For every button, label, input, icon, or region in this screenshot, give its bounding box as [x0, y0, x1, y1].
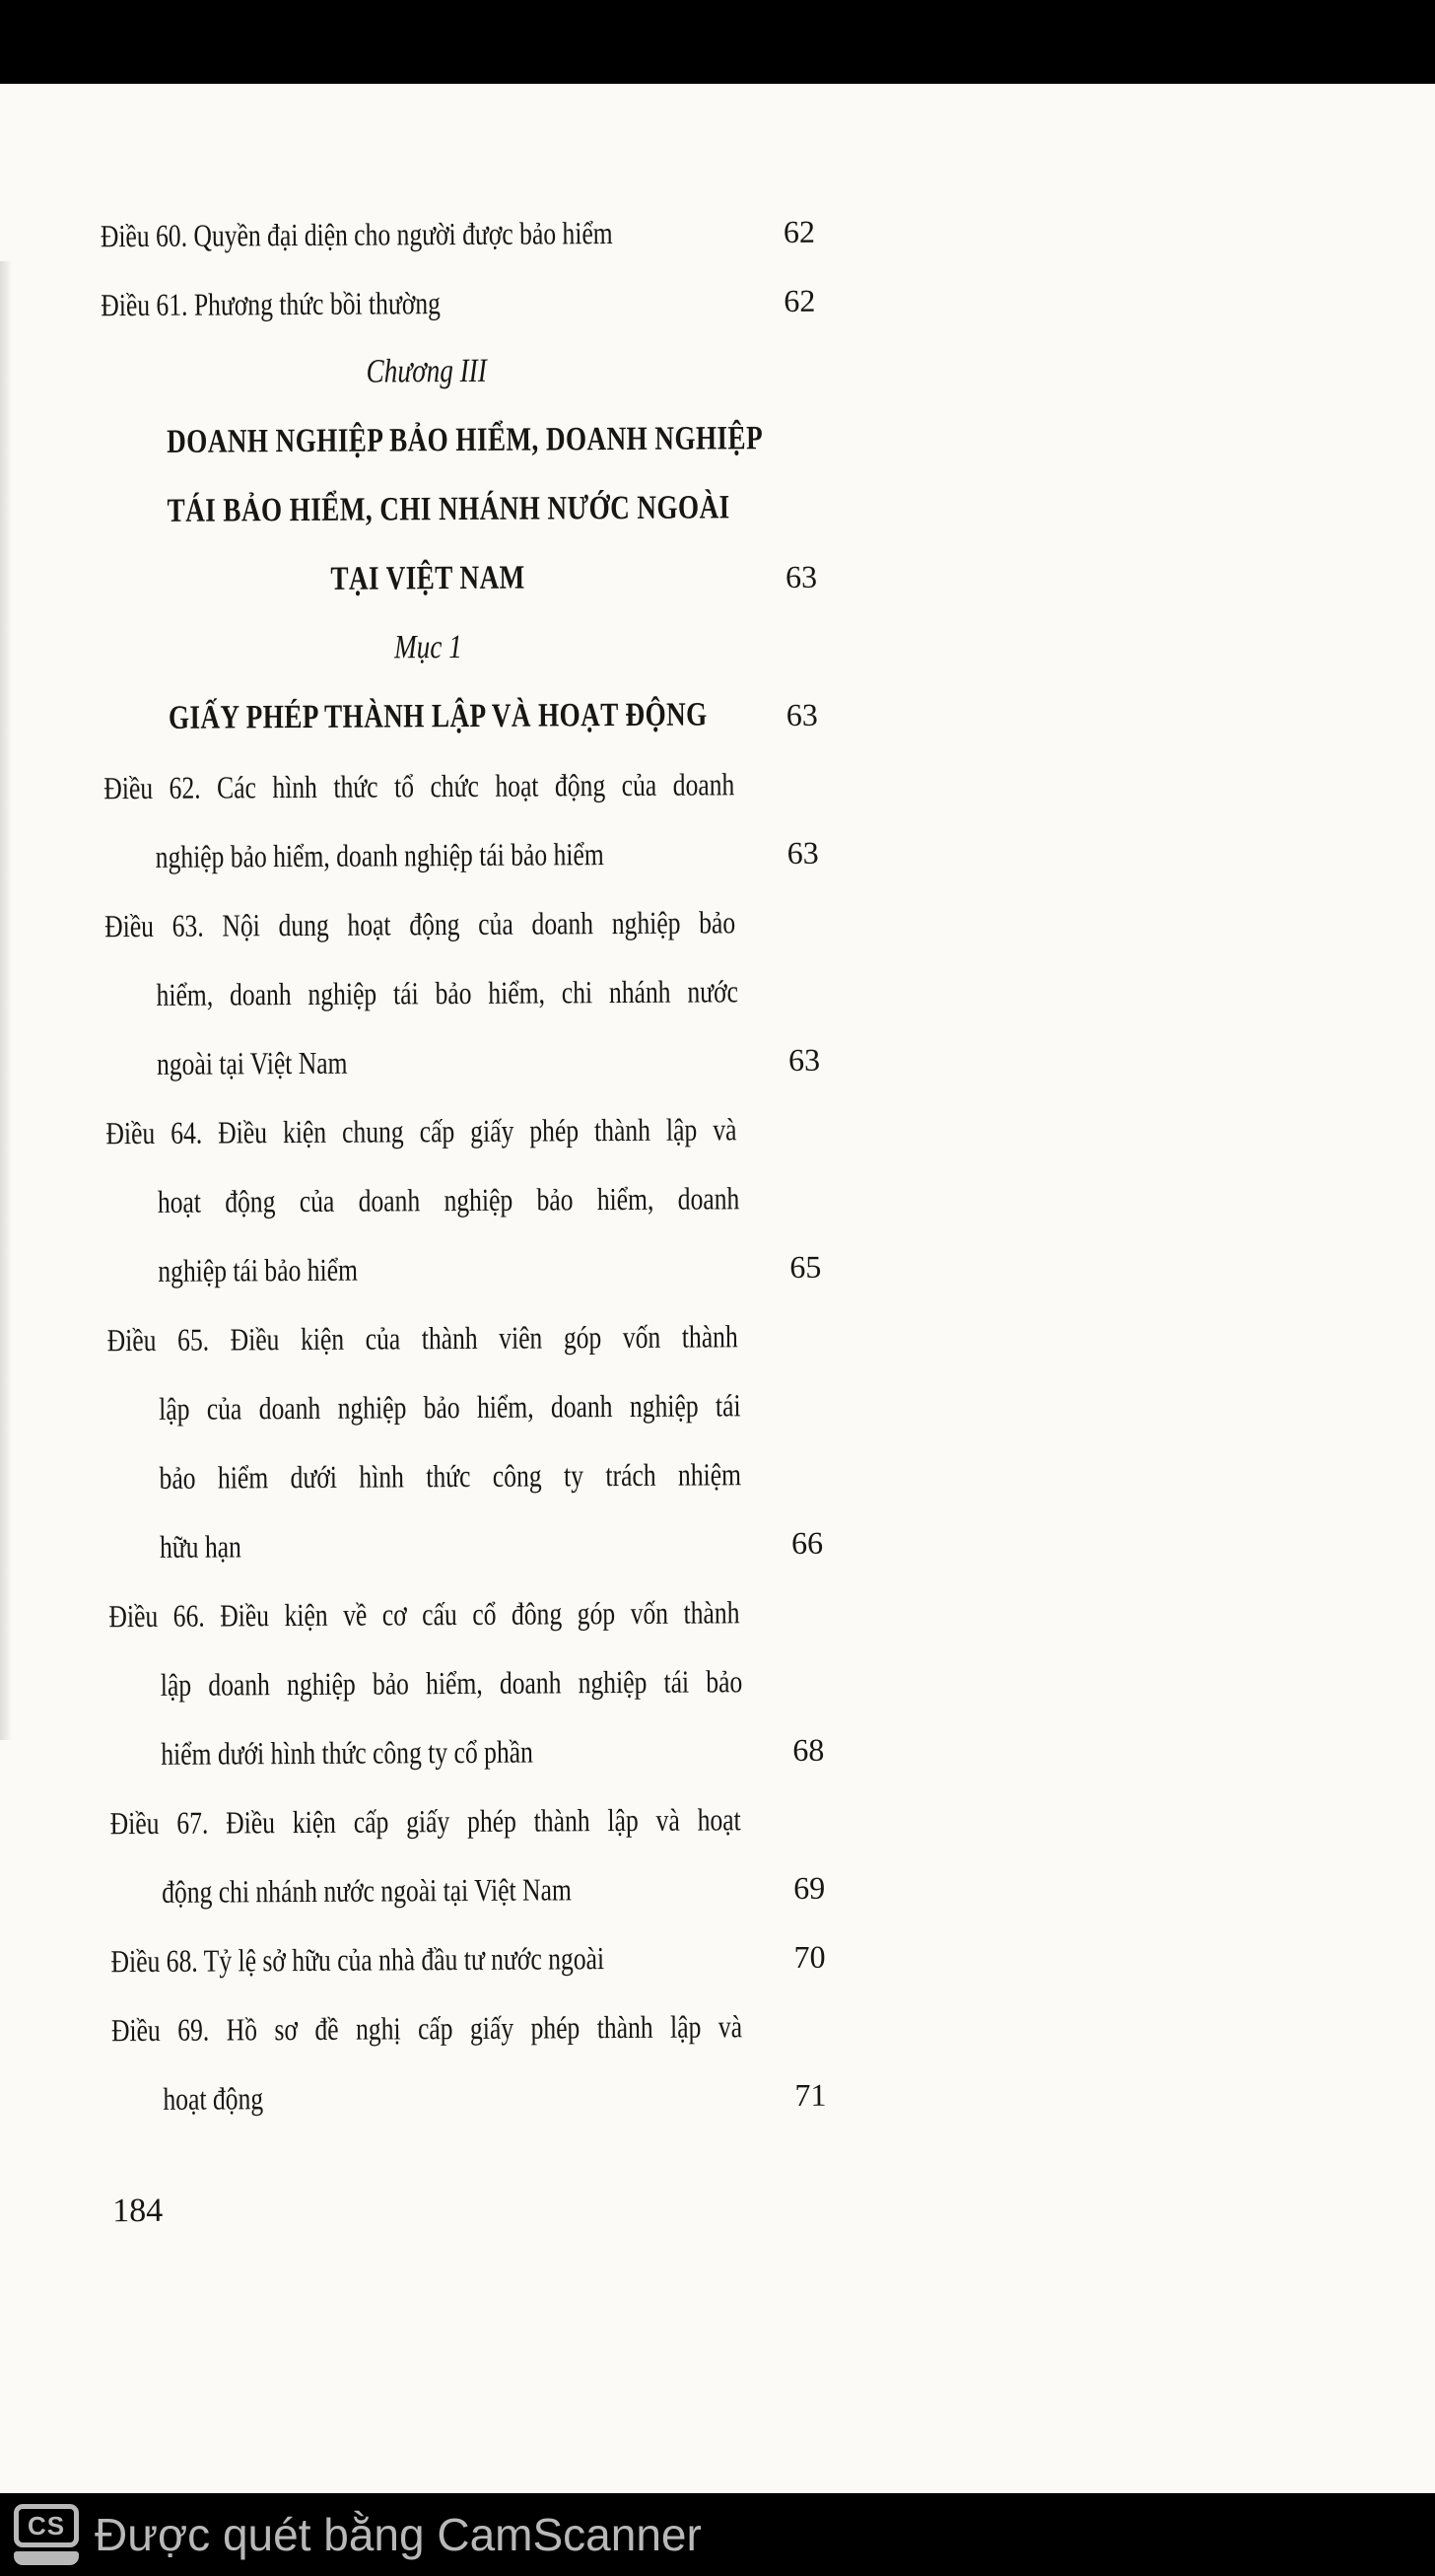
toc-line-text: hiểm dưới hình thức công ty cổ phần [161, 1733, 533, 1772]
toc-line-text: Điều 65. Điều kiện của thành viên góp vốn thành [106, 1318, 738, 1358]
scanned-page [0, 84, 1435, 2493]
toc-line [101, 266, 815, 339]
page-ref: 63 [785, 558, 818, 594]
toc-line-text: Điều 62. Các hình thức tổ chức hoạt động của doanh [103, 766, 735, 806]
toc-line [104, 956, 819, 1029]
toc-line [104, 818, 819, 891]
camscanner-watermark-text: Được quét bằng CamScanner [95, 2509, 702, 2560]
page-ref: 62 [784, 282, 816, 318]
camscanner-icon-base [14, 2551, 79, 2565]
toc-line-text: hữu hạn [159, 1528, 241, 1565]
toc-line-text: hiểm, doanh nghiệp tái bảo hiểm, chi nhánh nước [156, 973, 739, 1012]
toc-line [101, 197, 815, 270]
page-ref: 66 [790, 1524, 824, 1561]
folio-page-number: 184 [112, 2192, 164, 2230]
toc-line [108, 1577, 823, 1650]
table-of-contents [101, 197, 828, 2246]
toc-line-text: Điều 61. Phương thức bồi thường [101, 285, 442, 323]
toc-line-text: nghiệp tái bảo hiểm [158, 1251, 359, 1288]
top-letterbox-bar [0, 0, 1435, 84]
page-ref: 70 [793, 1938, 826, 1975]
bottom-letterbox-bar [0, 2493, 1435, 2576]
page-ref: 63 [786, 834, 819, 870]
toc-line-text: nghiệp bảo hiểm, doanh nghiệp tái bảo hiểm [155, 836, 604, 874]
camscanner-cs-badge: CS [14, 2504, 79, 2547]
toc-line-text: động chi nhánh nước ngoài tại Việt Nam [162, 1871, 572, 1910]
toc-line [105, 1094, 820, 1167]
page-ref: 68 [792, 1731, 825, 1768]
chapter-3-label [102, 335, 816, 408]
page-ref: 69 [793, 1869, 826, 1906]
chapter-title-text: DOANH NGHIỆP BẢO HIỂM, DOANH NGHIỆP [167, 420, 764, 460]
camscanner-icon [14, 2504, 79, 2565]
page-ref: 65 [789, 1248, 822, 1285]
section-title-text: GIẤY PHÉP THÀNH LẬP VÀ HOẠT ĐỘNG [168, 696, 708, 736]
toc-line-text: Điều 63. Nội dung hoạt động của doanh nghiệp bảo [104, 904, 736, 944]
toc-line-text: Điều 69. Hồ sơ đề nghị cấp giấy phép thành lập và [110, 2008, 743, 2049]
toc-line-text: bảo hiểm dưới hình thức công ty trách nhiệm [159, 1456, 742, 1496]
chapter-3-title-line-2 [102, 473, 816, 546]
toc-line [109, 1646, 824, 1719]
toc-line [111, 2060, 826, 2133]
page-ref: 63 [786, 696, 818, 732]
chapter-3-title-line-1 [102, 404, 816, 477]
toc-line-text: Điều 60. Quyền đại diện cho người được bảo hiểm [100, 215, 613, 254]
toc-line-text: Điều 68. Tỷ lệ sở hữu của nhà đầu tư nước ngoài [110, 1940, 605, 1980]
toc-line-text: lập doanh nghiệp bảo hiểm, doanh nghiệp tái bảo [160, 1663, 743, 1703]
toc-line [110, 1922, 825, 1995]
toc-line-text: Điều 64. Điều kiện chung cấp giấy phép thành lập và [105, 1111, 737, 1151]
toc-line [109, 1715, 824, 1788]
toc-line-text: Điều 67. Điều kiện cấp giấy phép thành lập và hoạt [109, 1801, 741, 1842]
toc-line [111, 1991, 826, 2064]
section-1-label [102, 611, 817, 684]
toc-line [110, 1784, 825, 1857]
chapter-title-text: TÁI BẢO HIỂM, CHI NHÁNH NƯỚC NGOÀI [167, 489, 730, 529]
toc-line [105, 1025, 820, 1098]
chapter-label-text: Chương III [366, 352, 487, 390]
toc-line-text: Điều 66. Điều kiện về cơ cấu cổ đông góp vốn thành [108, 1594, 740, 1635]
page-ref: 63 [787, 1041, 821, 1078]
toc-line [107, 1370, 822, 1443]
chapter-3-title-line-3 [102, 542, 817, 615]
toc-line [107, 1439, 822, 1512]
section-label-text: Mục 1 [393, 628, 462, 666]
toc-line [108, 1508, 823, 1581]
page-ref: 71 [794, 2076, 827, 2113]
toc-line-text: lập của doanh nghiệp bảo hiểm, doanh nghiệp tái [159, 1387, 741, 1427]
toc-line [103, 749, 818, 822]
toc-line [106, 1232, 821, 1305]
toc-line [104, 887, 819, 960]
toc-line-text: hoạt động của doanh nghiệp bảo hiểm, doanh [157, 1180, 740, 1219]
toc-line [107, 1301, 822, 1374]
section-1-title [103, 680, 818, 753]
toc-line [110, 1853, 825, 1926]
toc-line-text: hoạt động [163, 2080, 264, 2117]
toc-line-text: ngoài tại Việt Nam [156, 1044, 348, 1081]
page-ref: 62 [783, 213, 815, 249]
toc-line [106, 1163, 821, 1236]
chapter-title-text: TẠI VIỆT NAM [330, 559, 525, 597]
